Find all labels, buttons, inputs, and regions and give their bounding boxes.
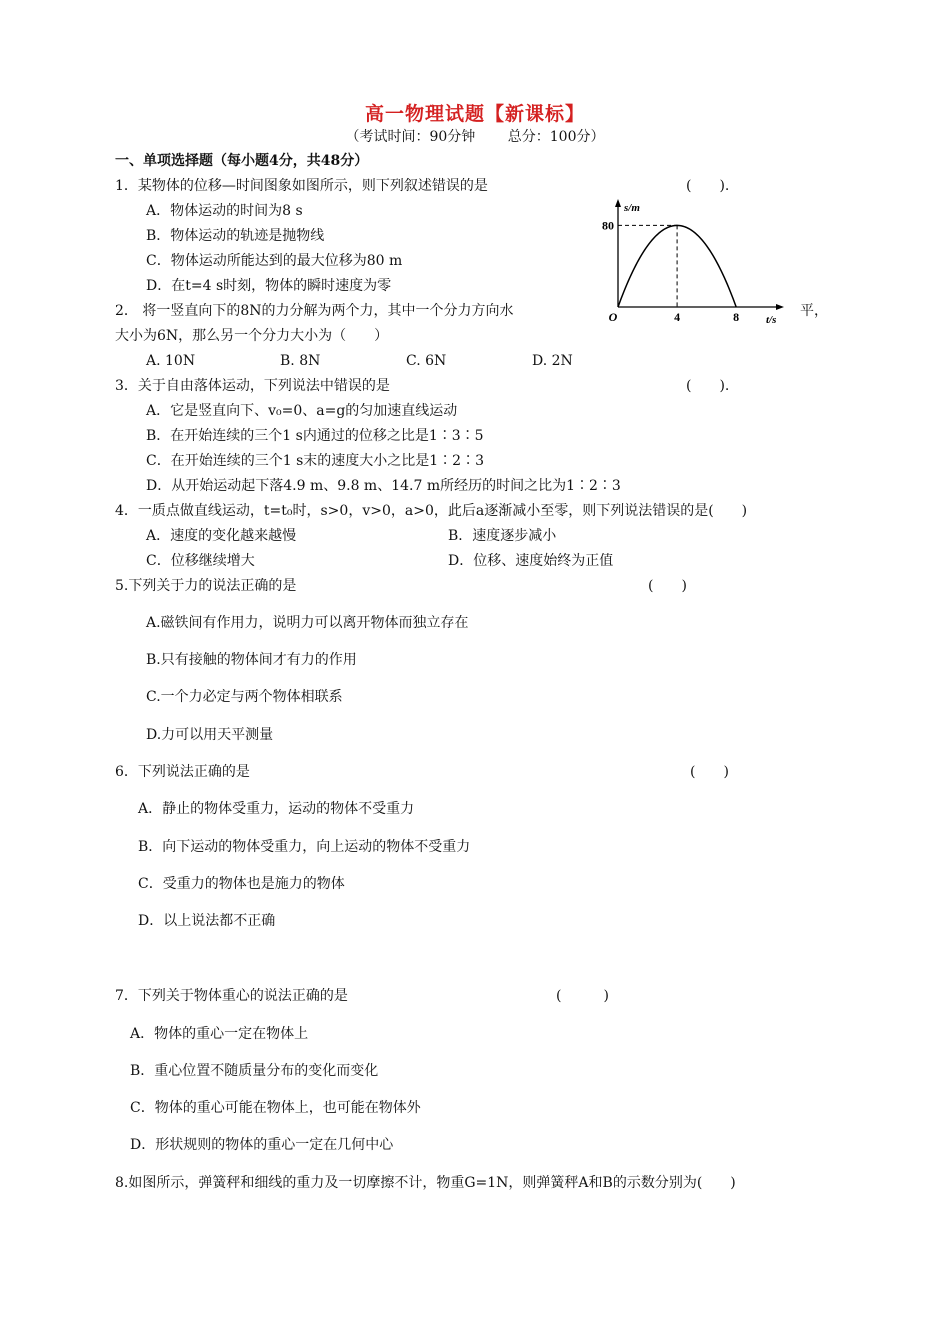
q6-answer-bracket: ( ) <box>690 764 729 780</box>
origin-label: O <box>608 310 618 324</box>
q3-stem: 3．关于自由落体运动，下列说法中错误的是 <box>115 378 390 394</box>
graph-marks <box>618 225 736 307</box>
q4-option-c: C．位移继续增大 <box>146 553 255 569</box>
x-axis-arrow <box>776 304 784 310</box>
q4-option-a: A．速度的变化越来越慢 <box>146 528 297 544</box>
score-info: 总分：100分） <box>507 129 605 145</box>
y-axis-label: s/m <box>624 202 640 214</box>
q1-option-b: B．物体运动的轨迹是抛物线 <box>146 228 325 244</box>
q2-option-b: B. 8N <box>280 353 321 369</box>
q7-answer-bracket: ( ) <box>556 988 609 1004</box>
q4-option-d: D．位移、速度始终为正值 <box>448 553 614 569</box>
graph-axes <box>615 199 784 310</box>
exam-info <box>0 126 950 146</box>
q2-stem-line1: 2． 将一竖直向下的8N的力分解为两个力，其中一个分力方向水 <box>115 303 514 319</box>
q5-option-a: A.磁铁间有作用力，说明力可以离开物体而独立存在 <box>146 615 469 631</box>
q1-option-d: D．在t=4 s时刻，物体的瞬时速度为零 <box>146 278 392 294</box>
q2-option-c: C. 6N <box>406 353 447 369</box>
q2-stem-line1-end: 平， <box>800 303 828 319</box>
q6-option-d: D．以上说法都不正确 <box>138 913 276 929</box>
series-line <box>618 225 736 307</box>
q3-option-c: C．在开始连续的三个1 s末的速度大小之比是1∶2∶3 <box>146 453 484 469</box>
page-title: 高一物理试题【新课标】 <box>364 103 585 125</box>
q1-answer-bracket: ( ). <box>686 178 730 194</box>
q3-option-d: D．从开始运动起下落4.9 m、9.8 m、14.7 m所经历的时间之比为1∶2∶3 <box>146 478 621 494</box>
q1-option-a: A．物体运动的时间为8 s <box>146 203 303 219</box>
q5-option-b: B.只有接触的物体间才有力的作用 <box>146 652 357 668</box>
q6-option-a: A．静止的物体受重力，运动的物体不受重力 <box>138 801 415 817</box>
y-tick-label: 80 <box>602 218 614 233</box>
q2-option-a: A. 10N <box>146 353 196 369</box>
q8-stem: 8.如图所示，弹簧秤和细线的重力及一切摩擦不计，物重G=1N，则弹簧秤A和B的示数分别为( ) <box>115 1175 736 1191</box>
q4-stem: 4．一质点做直线运动，t=t₀时，s>0，v>0，a>0，此后a逐渐减小至零，则下列说法错误的是( ) <box>115 503 748 519</box>
x-tick-label: 8 <box>733 310 740 324</box>
q1-option-c: C．物体运动所能达到的最大位移为80 m <box>146 253 403 269</box>
q7-option-c: C．物体的重心可能在物体上，也可能在物体外 <box>130 1100 421 1116</box>
section-heading: 一、单项选择题（每小题4分，共48分） <box>115 153 369 169</box>
q7-option-b: B．重心位置不随质量分布的变化而变化 <box>130 1063 379 1079</box>
q3-option-a: A．它是竖直向下、v₀=0、a=g的匀加速直线运动 <box>146 403 458 419</box>
x-axis-label: t/s <box>766 314 777 326</box>
x-tick-label: 4 <box>674 310 681 324</box>
q4-option-b: B．速度逐步减小 <box>448 528 557 544</box>
q3-option-b: B．在开始连续的三个1 s内通过的位移之比是1∶3∶5 <box>146 428 484 444</box>
y-axis-arrow <box>615 199 621 207</box>
displacement-time-graph <box>600 195 790 330</box>
q5-option-c: C.一个力必定与两个物体相联系 <box>146 689 343 705</box>
time-info: （考试时间：90分钟 <box>345 129 476 145</box>
q5-option-d: D.力可以用天平测量 <box>146 727 274 743</box>
q5-answer-bracket: ( ) <box>648 578 687 594</box>
q5-stem: 5.下列关于力的说法正确的是 <box>115 578 297 594</box>
q7-stem: 7．下列关于物体重心的说法正确的是 <box>115 988 348 1004</box>
q3-answer-bracket: ( ). <box>686 378 730 394</box>
q7-option-a: A．物体的重心一定在物体上 <box>130 1026 309 1042</box>
q1-stem: 1．某物体的位移—时间图象如图所示，则下列叙述错误的是 <box>115 178 488 194</box>
q2-option-d: D. 2N <box>532 353 573 369</box>
q6-option-c: C．受重力的物体也是施力的物体 <box>138 876 345 892</box>
q6-stem: 6．下列说法正确的是 <box>115 764 250 780</box>
q2-stem-line2: 大小为6N，那么另一个分力大小为（ ） <box>115 328 389 344</box>
q6-option-b: B．向下运动的物体受重力，向上运动的物体不受重力 <box>138 839 471 855</box>
q7-option-d: D．形状规则的物体的重心一定在几何中心 <box>130 1137 394 1153</box>
